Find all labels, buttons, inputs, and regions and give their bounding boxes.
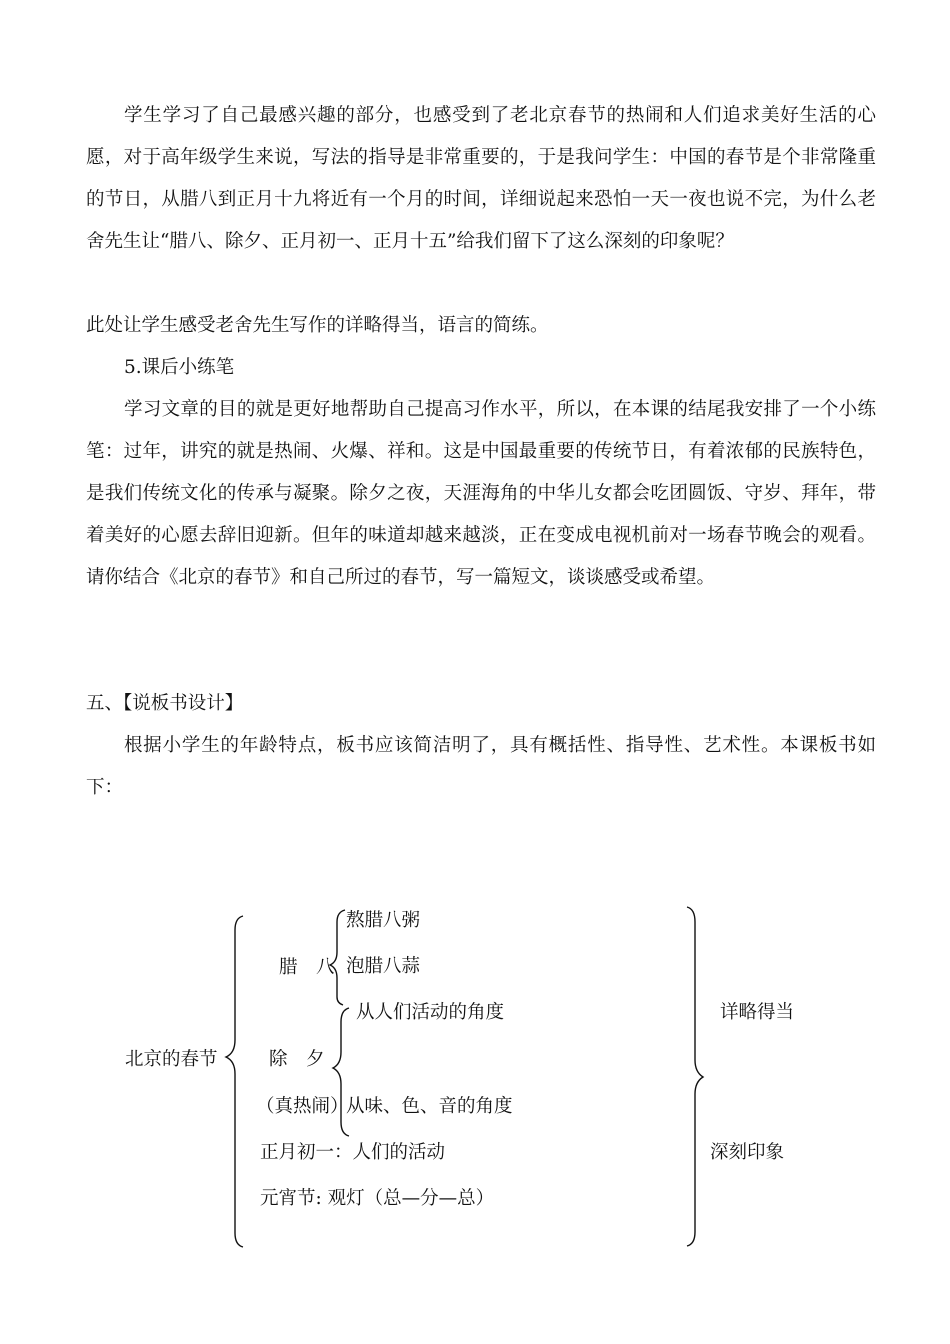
board-laba-item-porridge: 熬腊八粥 — [346, 910, 421, 931]
paragraph-writing-practice: 学习文章的目的就是更好地帮助自己提高习作水平，所以，在本课的结尾我安排了一个小练笔：过年，讲究的就是热闹、火爆、祥和。这是中国最重要的传统节日，有着浓郁的民族特色，是我们传统文化的传承与凝聚。除夕之夜，天涯海角的中华儿女都会吃团圆饭、守岁、拜年，带着美好的心愿去辞旧迎新。但年的味道却越来越淡，正在变成电视机前对一场春节晚会的观看。请你结合《北京的春节》和自己所过的春节，写一篇短文，谈谈感受或希望。 — [86, 399, 876, 588]
paragraph-reflection: 学生学习了自己最感兴趣的部分，也感受到了老北京春节的热闹和人们追求美好生活的心愿，对于高年级学生来说，写法的指导是非常重要的，于是我问学生：中国的春节是个非常隆重的节日，从腊八到正月十九将近有一个月的时间，详细说起来恐怕一天一夜也说不完，为什么老舍先生让“腊八、除夕、正月初一、正月十五”给我们留下了这么深刻的印象呢？ — [86, 105, 876, 252]
board-yuanxiao: 元宵节: 观灯（总—分—总） — [260, 1188, 495, 1209]
board-laba-item-garlic: 泡腊八蒜 — [346, 956, 421, 977]
board-chuxi-item-activity: 从人们活动的角度 — [356, 1002, 505, 1023]
board-title: 北京的春节 — [125, 1049, 218, 1070]
section-heading-board-design: 五、【说板书设计】 — [86, 693, 244, 714]
board-chuxi-label: 除 夕 — [269, 1049, 325, 1070]
board-right-detail: 详略得当 — [720, 1002, 795, 1023]
board-right-impression: 深刻印象 — [710, 1142, 785, 1163]
main-right-brace — [687, 907, 703, 1246]
main-left-brace — [226, 916, 243, 1247]
paragraph-reflection-conclusion: 此处让学生感受老舍先生写作的详略得当，语言的简练。 — [86, 315, 549, 336]
board-chuxi-note: （真热闹） — [256, 1096, 349, 1117]
paragraph-board-intro: 根据小学生的年龄特点，板书应该简洁明了，具有概括性、指导性、艺术性。本课板书如下： — [86, 735, 876, 798]
board-zhengyue: 正月初一：人们的活动 — [260, 1142, 446, 1163]
board-chuxi-item-senses: 从味、色、音的角度 — [346, 1096, 513, 1117]
board-laba-label: 腊 八 — [279, 957, 335, 978]
heading-writing-practice: 5.课后小练笔 — [124, 357, 235, 378]
